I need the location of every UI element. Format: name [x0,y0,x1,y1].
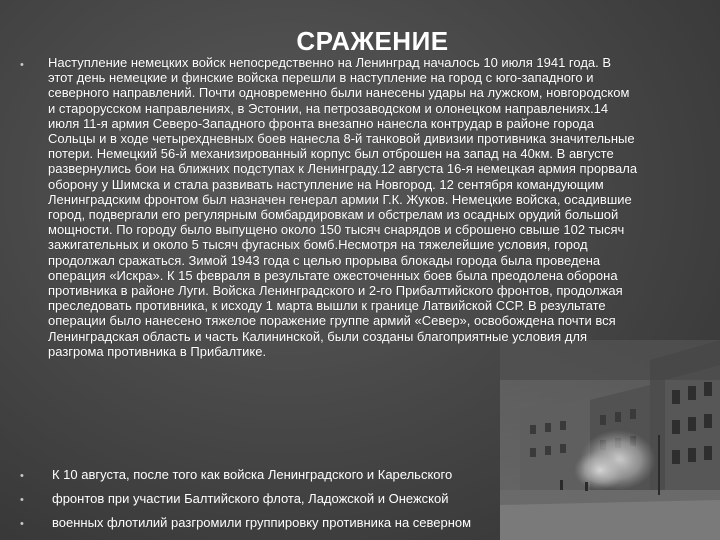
bullet-item: фронтов при участии Балтийского флота, Ладожской и Онежской [52,491,449,506]
bullet-marker: • [20,494,24,506]
slide-title: СРАЖЕНИЕ [296,26,449,56]
bullet-item: К 10 августа, после того как войска Ленинградского и Карельского [52,467,453,482]
bullet-item: военных флотилий разгромили группировку противника на северном [52,515,472,530]
bullet-marker: • [20,518,24,530]
main-paragraph: Наступление немецких войск непосредственно на Ленинград началось 10 июля 1941 года. В этот день немецкие и финские войска перешли в наступление на город с юго-западного и северного направлений. Почти одновременно были нанесены удары на лужском, новгородском и старорусском направлениях, в Эстонии, на петрозаводском и олонецком направлениях.14 июля 11-я армия Северо-Западного фронта внезапно нанесла контрудар в районе города Сольцы и в ходе четырехдневных боев нанесла 8-й танковой дивизии противника значительные потери. Немецкий 56-й механизированный корпус был отброшен на запад на 40км. В августе развернулись бои на ближних подступах к Ленинграду.12 августа 16-я немецкая армия прорвала оборону у Шимска и стала развивать наступление на Новгород. 12 сентября командующим Ленинградским фронтом был назначен генерал армии Г.К. Жуков. Немецкие войска, осадившие город, подвергали его регулярным бомбардировкам и обстрелам из осадных орудий большой мощности. По городу было выпущено около 150 тысяч снарядов и сброшено свыше 102 тысяч зажигательных и около 5 тысяч фугасных бомб.Несмотря на тяжелейшие условия, город продолжал сражаться. Зимой 1943 года с целью прорыва блокады города была проведена операция «Искра». К 15 февраля в результате ожесточенных боев была преодолена оборона противника в районе Луги. Войска Ленинградского и 2-го Прибалтийского фронтов, продолжая преследовать противника, к исходу 1 марта вышли к границе Латвийской ССР. В результате операции было нанесено тяжелое поражение группе армий «Север», освобождена почти вся Ленинградская область и часть Калининской, были созданы благоприятные условия для разгрома противника в Прибалтике. [48,55,638,359]
street-photo-image [500,340,720,540]
bullet-marker: • [20,470,24,482]
bullet-marker: • [20,59,24,71]
